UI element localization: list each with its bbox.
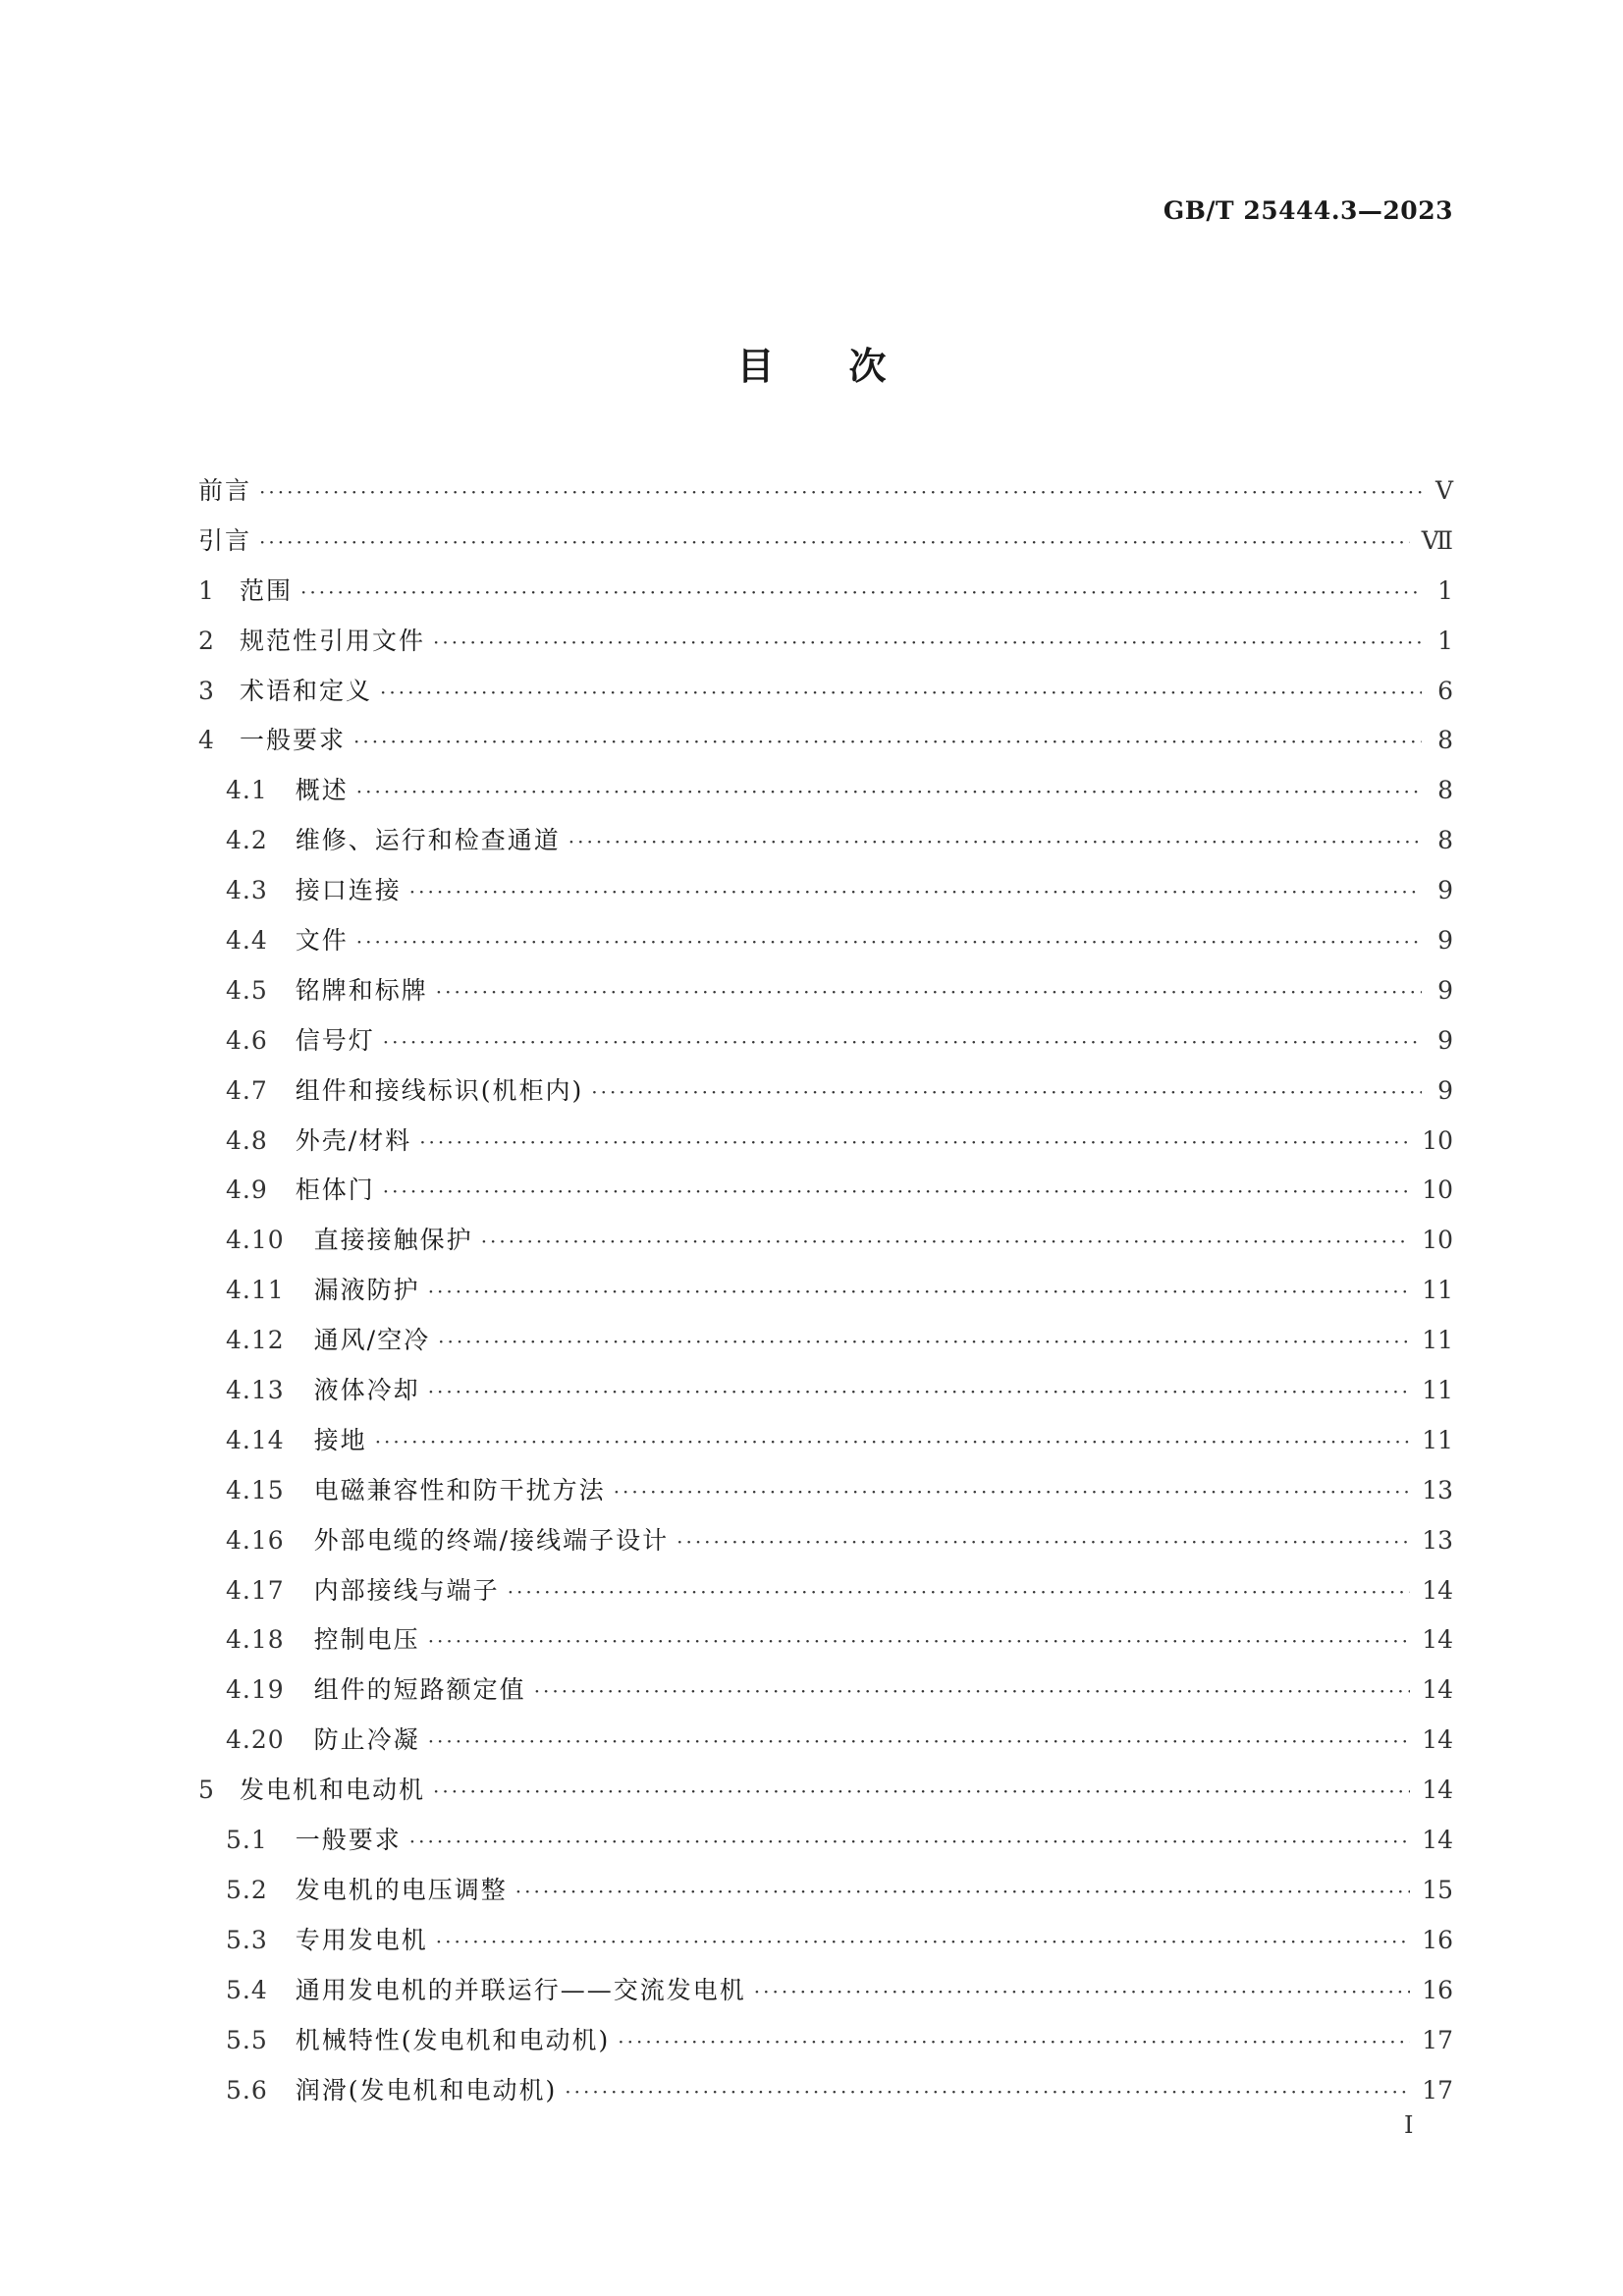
toc-entry-page: 15 xyxy=(1422,1875,1453,1904)
toc-entry-title: 外壳/材料 xyxy=(295,1125,412,1155)
toc-entry-page: 14 xyxy=(1422,1625,1453,1655)
toc-entry[interactable] xyxy=(198,1615,1453,1666)
dot-leader xyxy=(356,767,1422,817)
toc-entry-number: 4.9 xyxy=(226,1175,268,1205)
toc-entry-title: 发电机和电动机 xyxy=(240,1776,426,1805)
toc-entry-number: 5.6 xyxy=(226,2075,268,2105)
toc-entry[interactable] xyxy=(198,1366,1453,1416)
toc-entry-title: 组件的短路额定值 xyxy=(313,1675,526,1705)
dot-leader xyxy=(436,1917,1410,1967)
toc-entry-number: 4.2 xyxy=(226,826,268,855)
toc-entry-number: 1 xyxy=(198,575,215,605)
toc-entry-number: 4.4 xyxy=(226,926,268,956)
toc-entry-page: 9 xyxy=(1437,926,1453,956)
toc-entry-page: 14 xyxy=(1422,1725,1453,1755)
toc-entry-number: 5.5 xyxy=(226,2025,268,2054)
toc-entry-page: 11 xyxy=(1422,1376,1453,1405)
toc-entry-page: 13 xyxy=(1422,1475,1453,1504)
toc-entry-page: 1 xyxy=(1437,575,1453,605)
dot-leader xyxy=(568,817,1422,867)
toc-entry-page: 16 xyxy=(1422,1925,1453,1954)
toc-entry-title: 铭牌和标牌 xyxy=(295,975,428,1005)
toc-entry-title: 接地 xyxy=(313,1425,367,1454)
toc-entry-number: 4.6 xyxy=(226,1025,268,1055)
dot-leader xyxy=(428,1267,1411,1317)
toc-entry-number: 4.19 xyxy=(226,1675,285,1705)
dot-leader xyxy=(614,1467,1411,1517)
toc-entry[interactable] xyxy=(198,1966,1453,2016)
dot-leader xyxy=(419,1118,1410,1168)
toc-entry-page: 10 xyxy=(1422,1226,1453,1255)
toc-entry[interactable] xyxy=(198,1916,1453,1966)
dot-leader xyxy=(409,1817,1410,1867)
toc-entry-title: 专用发电机 xyxy=(295,1925,428,1954)
toc-entry-title: 外部电缆的终端/接线端子设计 xyxy=(313,1525,670,1555)
toc-entry-number: 5 xyxy=(198,1776,215,1805)
toc-entry-number: 4.3 xyxy=(226,876,268,905)
dot-leader xyxy=(508,1567,1411,1617)
toc-entry-title: 防止冷凝 xyxy=(313,1725,420,1755)
dot-leader xyxy=(433,1767,1410,1817)
toc-entry-page: 10 xyxy=(1422,1125,1453,1155)
dot-leader xyxy=(433,618,1422,668)
toc-entry-page: Ⅶ xyxy=(1421,525,1453,555)
toc-entry-number: 2 xyxy=(198,626,215,655)
dot-leader xyxy=(259,467,1422,518)
toc-entry-page: 16 xyxy=(1422,1975,1453,2004)
toc-entry-page: 9 xyxy=(1437,1025,1453,1055)
toc-entry-number: 4.14 xyxy=(226,1425,285,1454)
toc-entry-number: 4.5 xyxy=(226,975,268,1005)
toc-entry[interactable] xyxy=(198,567,1453,617)
toc-entry[interactable] xyxy=(198,1016,1453,1066)
toc-entry-title: 直接接触保护 xyxy=(313,1226,473,1255)
toc-entry-number: 4.18 xyxy=(226,1625,285,1655)
dot-leader xyxy=(534,1667,1411,1717)
toc-entry-page: 9 xyxy=(1437,975,1453,1005)
toc-entry-title: 维修、运行和检查通道 xyxy=(295,826,561,855)
toc-entry-page: 14 xyxy=(1422,1776,1453,1805)
toc-entry-page: 10 xyxy=(1422,1175,1453,1205)
toc-entry-title: 一般要求 xyxy=(240,726,347,755)
toc-entry[interactable] xyxy=(198,916,1453,966)
toc-entry-number: 4.7 xyxy=(226,1075,268,1105)
toc-entry-title: 规范性引用文件 xyxy=(240,626,426,655)
dot-leader xyxy=(380,668,1422,718)
toc-entry-page: 9 xyxy=(1437,1075,1453,1105)
toc-entry[interactable] xyxy=(198,716,1453,766)
dot-leader xyxy=(375,1417,1411,1467)
toc-entry[interactable] xyxy=(198,866,1453,916)
toc-entry-page: 11 xyxy=(1422,1425,1453,1454)
toc-entry-title: 接口连接 xyxy=(295,876,402,905)
dot-leader xyxy=(565,2067,1410,2117)
toc-entry[interactable] xyxy=(198,1516,1453,1566)
toc-entry[interactable] xyxy=(198,517,1453,567)
toc-entry[interactable] xyxy=(198,816,1453,866)
toc-entry[interactable] xyxy=(198,1816,1453,1866)
toc-entry-page: Ⅴ xyxy=(1434,476,1453,505)
toc-entry-title: 术语和定义 xyxy=(240,676,373,705)
toc-entry-number: 5.2 xyxy=(226,1875,268,1904)
toc-entry-page: 8 xyxy=(1437,826,1453,855)
toc-entry-page: 17 xyxy=(1422,2075,1453,2105)
toc-entry-title: 组件和接线标识(机柜内) xyxy=(295,1075,584,1105)
dot-leader xyxy=(300,568,1422,618)
toc-entry-title: 通风/空冷 xyxy=(313,1326,431,1355)
toc-entry[interactable] xyxy=(198,667,1453,717)
dot-leader xyxy=(515,1867,1410,1917)
toc-entry-title: 概述 xyxy=(295,776,349,805)
toc-entry[interactable] xyxy=(198,1866,1453,1916)
toc-entry[interactable] xyxy=(198,1316,1453,1366)
toc-entry-number: 4.15 xyxy=(226,1475,285,1504)
toc-entry-title: 范围 xyxy=(240,575,294,605)
toc-entry-number: 4 xyxy=(198,726,215,755)
dot-leader xyxy=(438,1317,1410,1367)
toc-entry[interactable] xyxy=(198,617,1453,667)
toc-entry-title: 信号灯 xyxy=(295,1025,375,1055)
toc-entry-number: 5.3 xyxy=(226,1925,268,1954)
toc-entry-page: 1 xyxy=(1437,626,1453,655)
dot-leader xyxy=(428,1367,1411,1417)
dot-leader xyxy=(428,1616,1411,1667)
toc-entry-title: 内部接线与端子 xyxy=(313,1575,500,1605)
toc-entry-page: 6 xyxy=(1437,676,1453,705)
toc-entry-page: 14 xyxy=(1422,1575,1453,1605)
toc-entry-page: 9 xyxy=(1437,876,1453,905)
dot-leader xyxy=(383,1017,1422,1067)
dot-leader xyxy=(436,967,1422,1017)
toc-entry-page: 17 xyxy=(1422,2025,1453,2054)
dot-leader xyxy=(409,867,1422,917)
toc-entry-number: 4.8 xyxy=(226,1125,268,1155)
toc-entry[interactable] xyxy=(198,1117,1453,1167)
toc-entry-number: 5.1 xyxy=(226,1826,268,1855)
toc-entry-page: 14 xyxy=(1422,1826,1453,1855)
dot-leader xyxy=(353,717,1422,767)
toc-entry[interactable] xyxy=(198,1416,1453,1466)
toc-entry-number: 4.16 xyxy=(226,1525,285,1555)
dot-leader xyxy=(676,1517,1410,1567)
toc-entry-number: 4.20 xyxy=(226,1725,285,1755)
toc-entry-page: 11 xyxy=(1422,1276,1453,1305)
toc-entry-title: 前言 xyxy=(198,476,252,505)
toc-entry[interactable] xyxy=(198,1066,1453,1117)
table-of-contents xyxy=(198,466,1453,2115)
dot-leader xyxy=(428,1717,1411,1767)
toc-entry-number: 3 xyxy=(198,676,215,705)
toc-entry-title: 机械特性(发电机和电动机) xyxy=(295,2025,611,2054)
toc-entry[interactable] xyxy=(198,2066,1453,2116)
toc-entry-page: 8 xyxy=(1437,726,1453,755)
toc-entry[interactable] xyxy=(198,1466,1453,1516)
toc-entry-page: 13 xyxy=(1422,1525,1453,1555)
dot-leader xyxy=(591,1067,1422,1118)
toc-entry-number: 4.1 xyxy=(226,776,268,805)
toc-entry[interactable] xyxy=(198,1566,1453,1616)
toc-entry[interactable] xyxy=(198,466,1453,517)
toc-entry[interactable] xyxy=(198,1766,1453,1816)
page-title: 目 次 xyxy=(736,344,887,388)
dot-leader xyxy=(356,917,1422,967)
toc-entry-title: 电磁兼容性和防干扰方法 xyxy=(313,1475,606,1504)
toc-entry-title: 引言 xyxy=(198,525,252,555)
toc-entry-title: 通用发电机的并联运行——交流发电机 xyxy=(295,1975,746,2004)
toc-entry-number: 5.4 xyxy=(226,1975,268,2004)
toc-entry-title: 控制电压 xyxy=(313,1625,420,1655)
toc-entry-number: 4.12 xyxy=(226,1326,285,1355)
toc-entry[interactable] xyxy=(198,1166,1453,1216)
toc-entry[interactable] xyxy=(198,1716,1453,1766)
toc-entry[interactable] xyxy=(198,1266,1453,1316)
toc-entry-title: 文件 xyxy=(295,926,349,956)
toc-entry[interactable] xyxy=(198,1666,1453,1716)
toc-entry-page: 8 xyxy=(1437,776,1453,805)
dot-leader xyxy=(754,1967,1410,2017)
toc-entry[interactable] xyxy=(198,1216,1453,1266)
dot-leader xyxy=(618,2017,1410,2067)
toc-entry[interactable] xyxy=(198,766,1453,816)
toc-entry-title: 一般要求 xyxy=(295,1826,402,1855)
toc-entry-number: 4.10 xyxy=(226,1226,285,1255)
standard-code: GB/T 25444.3—2023 xyxy=(1163,196,1453,225)
toc-entry-page: 11 xyxy=(1422,1326,1453,1355)
toc-entry-number: 4.17 xyxy=(226,1575,285,1605)
dot-leader xyxy=(259,518,1410,568)
toc-entry-title: 柜体门 xyxy=(295,1175,375,1205)
toc-entry-title: 漏液防护 xyxy=(313,1276,420,1305)
toc-entry-number: 4.13 xyxy=(226,1376,285,1405)
toc-entry-title: 发电机的电压调整 xyxy=(295,1875,508,1904)
toc-entry[interactable] xyxy=(198,2016,1453,2066)
page-number: I xyxy=(1404,2111,1414,2139)
toc-entry-title: 润滑(发电机和电动机) xyxy=(295,2075,558,2105)
dot-leader xyxy=(383,1167,1410,1217)
dot-leader xyxy=(481,1217,1411,1267)
toc-entry-number: 4.11 xyxy=(226,1276,285,1305)
toc-entry-page: 14 xyxy=(1422,1675,1453,1705)
toc-entry[interactable] xyxy=(198,966,1453,1016)
toc-entry-title: 液体冷却 xyxy=(313,1376,420,1405)
